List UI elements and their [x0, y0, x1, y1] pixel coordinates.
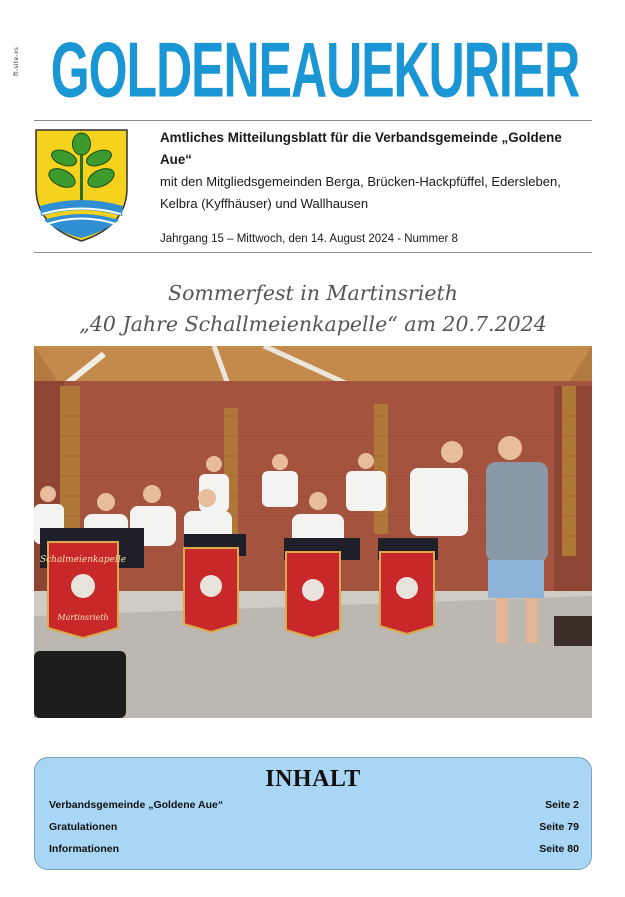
toc-item-label: Verbandsgemeinde „Goldene Aue“	[49, 799, 224, 811]
publication-subtitle: Amtliches Mitteilungsblatt für die Verbandsgemeinde „Goldene Aue“	[160, 130, 562, 167]
headline-line1: Sommerfest in Martinsrieth	[168, 281, 458, 305]
table-of-contents	[34, 757, 592, 870]
coat-of-arms	[34, 128, 129, 243]
toc-title: INHALT	[265, 766, 361, 792]
member-communities-line2: Kelbra (Kyffhäuser) und Wallhausen	[160, 196, 369, 211]
headline-line2: „40 Jahre Schallmeienkapelle“ am 20.7.2024	[79, 312, 547, 336]
toc-item-page: Seite 80	[539, 843, 579, 855]
side-code: ft-site-xs	[13, 46, 20, 76]
toc-item[interactable]	[49, 821, 579, 837]
masthead-title: GOLDENEAUEKURIER	[50, 26, 580, 114]
toc-item-page: Seite 2	[545, 799, 579, 811]
member-communities-line1: mit den Mitgliedsgemeinden Berga, Brücken-Hackpfüffel, Edersleben,	[160, 174, 561, 189]
toc-item[interactable]	[49, 799, 579, 815]
divider-bottom	[34, 252, 592, 253]
headline	[34, 278, 592, 340]
toc-item-label: Gratulationen	[49, 821, 118, 833]
toc-item-page: Seite 79	[539, 821, 579, 833]
cover-photo	[34, 346, 592, 718]
toc-item[interactable]	[49, 843, 579, 859]
banner-left-label: Schalmeienkapelle	[39, 555, 127, 565]
header-block	[160, 127, 592, 215]
banner-left-sublabel: Martinsrieth	[57, 613, 109, 622]
toc-item-label: Informationen	[49, 843, 119, 855]
divider-top	[34, 120, 592, 121]
issue-info: Jahrgang 15 – Mittwoch, den 14. August 2024 - Nummer 8	[160, 233, 458, 245]
